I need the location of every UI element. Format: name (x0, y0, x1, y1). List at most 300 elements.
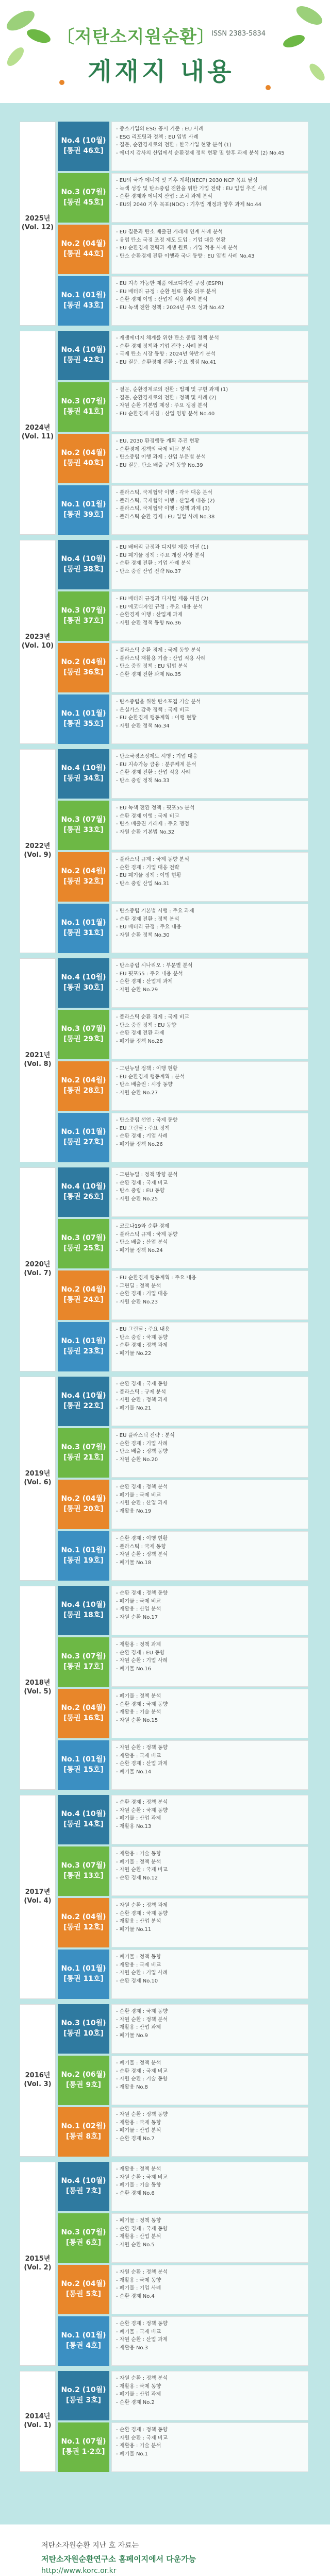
article-item[interactable]: - 재활용 : 산업 과제 (116, 2025, 161, 2030)
issue-label[interactable]: No.2 (04월) [통권 44호] (58, 225, 109, 274)
article-item[interactable]: - 폐기물 정책 No.28 (116, 1038, 163, 1044)
article-item[interactable]: - 자원 순환 : 정책 분석 (116, 2016, 168, 2023)
article-item[interactable]: - 폐기물 No.14 (116, 1769, 152, 1775)
issue-label[interactable]: No.3 (10월) [통권 10호] (58, 2004, 109, 2054)
issue-contents (111, 2056, 308, 2105)
issue-label[interactable]: No.2 (04월) [통권 32호] (58, 852, 109, 902)
article-item[interactable]: - 자원 순환 : 정책 분석 (116, 2376, 168, 2381)
article-item[interactable]: - 탄소중립 이행 과제 : 산업 부문별 분석 (116, 454, 206, 460)
article-item[interactable]: - 폐기물 : 정책 동향 (116, 1954, 161, 1960)
article-item[interactable]: - 순환 경제와 에너지 산업 : 조치 과제 분석 (116, 194, 212, 199)
article-item[interactable]: - 순환 경제 : EU 동향 (116, 1650, 165, 1656)
article-item[interactable]: - 탄소중립 시나리오 : 부문별 분석 (116, 963, 193, 969)
issue-contents (111, 694, 308, 744)
year-label: 2021년 (Vol. 8) (24, 1052, 52, 1068)
issue-contents (111, 1846, 308, 1896)
year-label: 2019년 (Vol. 6) (24, 1470, 52, 1486)
article-item[interactable]: - EU 배터리 규정 : 순환 원료 활용 의무 분석 (116, 289, 217, 295)
article-item[interactable]: - 순환 경제 : 국제 동향 (116, 2009, 168, 2014)
article-item[interactable]: - 플라스틱, 국제협약 이행 : 산업계 대응 (2) (116, 498, 215, 504)
issue-contents (111, 1637, 308, 1687)
article-item[interactable]: - 재활용 : 산업 분석 (116, 1919, 161, 1924)
article-item[interactable]: - 자원 순환 No.23 (116, 1299, 158, 1305)
article-item[interactable]: - 자원 순환 No.27 (116, 1090, 158, 1096)
issue-contents (111, 1010, 308, 1059)
issue-label[interactable]: No.1 (07월) [통권 1·2호] (58, 2422, 109, 2472)
year-label: 2020년 (Vol. 7) (24, 1261, 52, 1277)
issue-contents (111, 2213, 308, 2263)
issue-contents (111, 801, 308, 850)
article-item[interactable]: - 순환 경제 : 기업 사례 (116, 1440, 168, 1447)
article-item[interactable]: - 플라스틱 순환 경제 : 국제 동향 분석 (116, 648, 201, 653)
issue-label[interactable]: No.1 (01월) [통권 11호] (58, 1950, 109, 1999)
article-item[interactable]: - ESG 리포팅과 정책 : EU 입법 사례 (116, 134, 199, 140)
issue-contents (111, 485, 308, 535)
article-item[interactable]: - 폐기물 : 산업 분석 (116, 2128, 161, 2133)
article-item[interactable]: - 폐기물 No.11 (116, 1926, 152, 1933)
article-item[interactable]: - EU 그린딜 : 주요 정책 (116, 1125, 170, 1131)
article-item[interactable]: - 플라스틱 순환 경제 : EU 입법 사례 No.38 (116, 514, 215, 520)
article-item[interactable]: - 순환경제 정책의 국제 비교 분석 (116, 446, 191, 452)
article-item[interactable]: - 코로나19와 순환 경제 (116, 1224, 170, 1229)
issue-contents (111, 1113, 308, 1162)
year-cell (20, 749, 56, 953)
issue-contents (111, 2265, 308, 2314)
issue-label[interactable]: No.3 (07월) [통권 25호] (58, 1219, 109, 1268)
article-item[interactable]: - 자원 순환 : 정책 분석 (116, 1552, 168, 1557)
article-item[interactable]: - 폐기물 : 기술 동향 (116, 2182, 161, 2188)
article-item[interactable]: - 폐기물 No.1 (116, 2451, 148, 2457)
issue-label[interactable]: No.3 (07월) [통권 21호] (58, 1428, 109, 1478)
article-item[interactable]: - 폐기물 No.18 (116, 1560, 152, 1566)
article-item[interactable]: - 플라스틱, 국제협약 이행 : 정책 과제 (3) (116, 506, 210, 512)
issue-contents (111, 1740, 308, 1790)
article-item[interactable]: - 폐기물 : 정책 분석 (116, 1693, 161, 1699)
article-item[interactable]: - EU 그린딜 : 주요 내용 (116, 1327, 170, 1332)
article-item[interactable]: - 자원 순환 No.20 (116, 1456, 158, 1463)
issue-label[interactable]: No.1 (01월) [통권 31호] (58, 904, 109, 953)
article-item[interactable]: - 순환 경제 : 정책 동향 (116, 2427, 168, 2433)
issue-label[interactable]: No.2 (04월) [통권 40호] (58, 434, 109, 483)
article-item[interactable]: - 자원 순환 : 기술 동향 (116, 2076, 168, 2082)
article-item[interactable]: - 탄소 중립 산업 전략 No.37 (116, 568, 182, 574)
article-item[interactable]: - 탄소 순환경제 전환 이행과 국내 동향 : EU 입법 사례 No.43 (116, 253, 255, 259)
issue-label[interactable]: No.4 (10월) [통권 34호] (58, 749, 109, 799)
article-item[interactable]: - 재생에너지 체계를 위한 탄소 중립 정책 분석 (116, 335, 219, 341)
article-item[interactable]: - 유럽 탄소 국경 조정 제도 도입 : 기업 대응 현황 (116, 237, 226, 243)
header (0, 0, 330, 103)
article-item[interactable]: - 순환경제 이행 : 산업계 과제 (116, 612, 183, 618)
year-cell (20, 1377, 56, 1581)
year-cell (20, 540, 56, 744)
article-item[interactable]: - EU 배터리 규정과 디지털 제품 여권 (2) (116, 596, 209, 602)
issue-contents (111, 1586, 308, 1635)
article-item[interactable]: - 순환 경제 No.12 (116, 1875, 158, 1881)
article-item[interactable]: - 재활용 : 국제 동향 (116, 2383, 161, 2389)
article-item[interactable]: - 질문, 순환경제로의 전환 : 정책 및 사례 (2) (116, 395, 217, 401)
article-item[interactable]: - 순환 경제 : 기업 사례 (116, 1133, 168, 1139)
article-item[interactable]: - 순환 경제 : 정책 동향 (116, 2321, 168, 2327)
article-item[interactable]: - 순환 경제 No.4 (116, 2293, 155, 2299)
article-item[interactable]: - 온실가스 감축 정책 : 국제 비교 (116, 707, 189, 713)
article-item[interactable]: - 폐기물 : 정책 분석 (116, 1859, 161, 1865)
issue-table (20, 122, 308, 2502)
article-item[interactable]: - 폐기물 : 정책 분석 (116, 2060, 161, 2066)
issue-contents (111, 173, 308, 223)
footer-intro: 저탄소자원순환 지난 호 자료는 (41, 2541, 139, 2550)
article-item[interactable]: - EU 순환경제 행동계획 : 분석 (116, 1074, 185, 1080)
issue-label[interactable]: No.1 (01월) [통권 43호] (58, 276, 109, 326)
issue-label[interactable]: No.4 (10월) [통권 7호] (58, 2162, 109, 2211)
article-item[interactable]: - 순환 경제 전환 : 산업 적용 사례 (116, 770, 191, 775)
article-item[interactable]: - 순환 경제 No.2 (116, 2399, 155, 2405)
issue-contents (111, 1322, 308, 1371)
issue-label[interactable]: No.4 (10월) [통권 26호] (58, 1167, 109, 1217)
issue-label[interactable]: No.1 (02월) [통권 8호] (58, 2107, 109, 2157)
article-item[interactable]: - 탄소국경조정제도 시행 : 기업 대응 (116, 754, 198, 759)
issue-contents (111, 540, 308, 589)
article-item[interactable]: - 질문, 순환경제로의 전환 : 한국기업 현황 분석 (1) (116, 142, 232, 148)
article-item[interactable]: - 재활용 No.13 (116, 1823, 152, 1829)
issue-contents (111, 1377, 308, 1426)
article-item[interactable]: - EU 순환경제 행동계획 : 주요 내용 (116, 1275, 196, 1281)
article-item[interactable]: - EU 순환경제 지침 : 산업 영향 분석 No.40 (116, 411, 215, 417)
footer-download-link[interactable]: 저탄소자원순환연구소 홈페이지에서 다운가능 (41, 2554, 196, 2564)
article-item[interactable]: - 자원 순환 No.17 (116, 1614, 158, 1620)
article-item[interactable]: - 순환 경제 이행 : 산업계 적용 과제 분석 (116, 297, 208, 302)
article-item[interactable]: - 폐기물 : 국제 비교 (116, 1492, 161, 1498)
issue-label[interactable]: No.4 (10월) [통권 30호] (58, 958, 109, 1008)
article-item[interactable]: - EU 에코디자인 규정 : 주요 내용 분석 (116, 604, 203, 610)
year-label: 2022년 (Vol. 9) (24, 842, 52, 859)
article-item[interactable]: - 폐기물 No.16 (116, 1666, 152, 1672)
article-item[interactable]: - EU 지속가능 금융 : 분류체계 분석 (116, 761, 196, 768)
article-item[interactable]: - EU 폐기물 정책 : 이행 현황 (116, 873, 182, 878)
article-item[interactable]: - 자원 순환 정책 No.30 (116, 932, 170, 938)
article-item[interactable]: - EU 순환경제 전략과 재생 원료 : 기업 적용 사례 분석 (116, 245, 238, 251)
article-item[interactable]: - 순환 경제 : 이행 현황 (116, 1536, 168, 1541)
year-cell (20, 2162, 56, 2366)
article-item[interactable]: - 자원 순환 정책 No.34 (116, 723, 170, 729)
article-item[interactable]: - 플라스틱 규제 : 국제 동향 (116, 1231, 178, 1238)
article-item[interactable]: - 자원 순환 정책 동향 No.36 (116, 620, 182, 626)
article-item[interactable]: - 재활용 : 산업 분석 (116, 2234, 161, 2240)
article-item[interactable]: - 순환 경제 전환 : 기업 사례 분석 (116, 561, 191, 566)
issue-contents (111, 1061, 308, 1111)
issue-label[interactable]: No.4 (10월) [통권 22호] (58, 1377, 109, 1426)
article-item[interactable]: - 중소기업의 ESG 공시 기준 : EU 사례 (116, 126, 204, 132)
year-cell (20, 1795, 56, 1999)
article-item[interactable]: - 재활용 No.19 (116, 1508, 152, 1514)
article-item[interactable]: - 순환 경제 No.6 (116, 2190, 155, 2196)
article-item[interactable]: - 재활용 No.3 (116, 2345, 148, 2351)
year-cell (20, 1586, 56, 1790)
article-item[interactable]: - 탄소 중립 : EU 동향 (116, 1188, 165, 1194)
issue-label[interactable]: No.3 (07월) [통권 33호] (58, 801, 109, 850)
article-item[interactable]: - 국제 탄소 시장 동향 : 2024년 하반기 분석 (116, 351, 216, 357)
article-item[interactable]: - 폐기물 : 산업 과제 (116, 1816, 161, 1821)
year-cell (20, 2004, 56, 2157)
year-cell (20, 958, 56, 1162)
article-item[interactable]: - 자원 순환 : 정책 분석 (116, 2269, 168, 2275)
issue-contents (111, 2107, 308, 2157)
article-item[interactable]: - 재활용 : 기술 동향 (116, 1851, 161, 1857)
article-item[interactable]: - EU, 2030 환경행동 계획 추진 현황 (116, 438, 200, 444)
article-item[interactable]: - 순환 경제 : 기업 대응 (116, 1291, 168, 1297)
article-item[interactable]: - 탄소 중립 정책 : EU 입법 분석 (116, 664, 188, 669)
article-item[interactable]: - 플라스틱 : 국제 동향 (116, 1544, 166, 1550)
issue-label[interactable]: No.2 (04월) [통권 36호] (58, 643, 109, 692)
article-item[interactable]: - 자원 순환 : 국제 동향 (116, 1807, 168, 1814)
article-item[interactable]: - 재활용 : 산업 분석 (116, 1606, 161, 1612)
issue-label[interactable]: No.3 (07월) [통권 37호] (58, 591, 109, 641)
article-item[interactable]: - EU의 2040 기후 목표(NDC) : 기후법 개정과 향후 과제 No.44 (116, 201, 262, 208)
article-item[interactable]: - 탄소중립을 위한 탄소포집 기술 분석 (116, 699, 201, 705)
article-item[interactable]: - 순환 경제 : 국제 동향 (116, 1910, 168, 1917)
issue-label[interactable]: No.4 (10월) [통권 14호] (58, 1795, 109, 1844)
article-item[interactable]: - 순환 경제 전환 과제 No.35 (116, 671, 182, 677)
article-item[interactable]: - 순환 경제 정책과 기업 전략 : 사례 분석 (116, 343, 208, 349)
article-item[interactable]: - 순환 경제 전환 : 정책 분석 (116, 916, 179, 922)
article-item[interactable]: - 자원 순환 : 국제 비교 (116, 1867, 168, 1873)
year-cell (20, 122, 56, 326)
article-item[interactable]: - 재활용 : 국제 비교 (116, 1962, 161, 1968)
article-item[interactable]: - 재활용 : 기술 분석 (116, 1709, 161, 1715)
article-item[interactable]: - 자원 순환 : 정책 과제 (116, 1397, 168, 1403)
issue-contents (111, 852, 308, 902)
issue-contents (111, 1480, 308, 1529)
issue-contents (111, 2422, 308, 2472)
issue-label[interactable]: No.2 (04월) [통권 28호] (58, 1061, 109, 1111)
year-cell (20, 331, 56, 535)
article-item[interactable]: - 자원 순환 : 정책 동향 (116, 1745, 168, 1751)
issue-contents (111, 331, 308, 380)
article-item[interactable]: - 재활용 : 국제 비교 (116, 1753, 161, 1759)
article-item[interactable]: - 폐기물 No.22 (116, 1350, 152, 1357)
year-label: 2023년 (Vol. 10) (21, 633, 54, 650)
article-item[interactable]: - 탄소 배출권 거래제 : 주요 쟁점 (116, 821, 189, 827)
article-item[interactable]: - 순환 경제 : 정책 동향 (116, 1590, 168, 1596)
article-item[interactable]: - 자원 순환 : 정책 동향 (116, 2112, 168, 2117)
article-item[interactable]: - 순환 경제 : 산업계 과제 (116, 979, 173, 985)
article-item[interactable]: - EU 배터리 규정과 디지털 제품 여권 (1) (116, 545, 209, 550)
issue-contents (111, 1428, 308, 1478)
article-item[interactable]: - 재활용 : 국제 동향 (116, 2120, 161, 2126)
issue-label[interactable]: No.3 (07월) [통권 45호] (58, 173, 109, 223)
issue-label[interactable]: No.2 (06월) [통권 9호] (58, 2056, 109, 2105)
article-item[interactable]: - 순환 경제 전환 과제 (116, 1030, 164, 1036)
article-item[interactable]: - 순환 경제 : 국제 동향 (116, 1701, 168, 1707)
article-item[interactable]: - 그린뉴딜 정책 : 이행 현황 (116, 1066, 178, 1072)
article-item[interactable]: - 탄소 중립 정책 : EU 동향 (116, 1022, 176, 1028)
issue-label[interactable]: No.2 (04월) [통권 16호] (58, 1689, 109, 1738)
year-label: 2015년 (Vol. 2) (24, 2255, 52, 2272)
article-item[interactable]: - 플라스틱, 국제협약 이행 : 각국 대응 분석 (116, 490, 212, 496)
article-item[interactable]: - 순환 경제 : 정책 과제 (116, 1343, 168, 1348)
issue-contents (111, 2371, 308, 2420)
issue-label[interactable]: No.4 (10월) [통권 42호] (58, 331, 109, 380)
year-label: 2025년 (Vol. 12) (21, 215, 54, 231)
issue-contents (111, 904, 308, 953)
issue-contents (111, 1689, 308, 1738)
issue-contents (111, 1531, 308, 1581)
article-item[interactable]: - 탄소 배출 : 산업 분석 (116, 1240, 168, 1245)
article-item[interactable]: - EU의 국가 에너지 및 기후 계획(NECP) 2030 NCP 목표 달성 (116, 178, 258, 183)
article-item[interactable]: - 자원 순환 : 정책 과제 (116, 1903, 168, 1908)
year-label: 2016년 (Vol. 3) (24, 2072, 52, 2088)
article-item[interactable]: - EU 녹색 전환 정책 : 핏포55 분석 (116, 805, 195, 811)
article-item[interactable]: - 자원 순환 : 국제 비교 (116, 2435, 168, 2441)
year-label: 2014년 (Vol. 1) (24, 2413, 52, 2429)
issue-label[interactable]: No.4 (10월) [통권 18호] (58, 1586, 109, 1635)
issue-contents (111, 958, 308, 1008)
issue-contents (111, 1167, 308, 1217)
article-item[interactable]: - 그린뉴딜 : 정책 방향 분석 (116, 1172, 178, 1178)
issue-contents (111, 591, 308, 641)
article-item[interactable]: - EU 녹색 전환 정책 : 2024년 주요 성과 No.42 (116, 304, 225, 311)
article-item[interactable]: - EU 순환경제 행동계획 : 이행 현황 (116, 715, 196, 721)
issue-contents (111, 1795, 308, 1844)
issue-label[interactable]: No.2 (04월) [통권 24호] (58, 1270, 109, 1320)
issue-label[interactable]: No.3 (07월) [통권 6호] (58, 2213, 109, 2263)
article-item[interactable]: - 탄소 배출 : 정책 동향 (116, 1449, 168, 1454)
article-item[interactable]: - 자원 순환 No.29 (116, 987, 158, 993)
article-item[interactable]: - 재활용 : 정책 분석 (116, 2166, 161, 2172)
article-item[interactable]: - 자원 순환 : 산업 과제 (116, 2337, 168, 2343)
article-item[interactable]: - 폐기물 정책 No.24 (116, 1247, 163, 1253)
article-item[interactable]: - EU 폐기물 정책 : 주요 개정 사항 분석 (116, 552, 205, 558)
issue-label[interactable]: No.1 (01월) [통권 23호] (58, 1322, 109, 1371)
article-item[interactable]: - EU 지속 가능한 제품 에코디자인 규정 (ESPR) (116, 281, 224, 286)
article-item[interactable]: - 순환 경제 이행 : 국제 비교 (116, 813, 179, 819)
issue-contents (111, 276, 308, 326)
issue-label[interactable]: No.3 (07월) [통권 29호] (58, 1010, 109, 1059)
article-item[interactable]: - 플라스틱 순환 경제 : 국제 비교 (116, 1014, 189, 1020)
article-item[interactable]: - 순환 경제 : 정책 분석 (116, 1800, 168, 1805)
article-item[interactable]: - 순환 경제 : 국제 비교 (116, 1180, 168, 1186)
article-item[interactable]: - 폐기물 No.21 (116, 1405, 152, 1411)
article-item[interactable]: - 순환 경제 No.10 (116, 1978, 158, 1984)
year-label: 2017년 (Vol. 4) (24, 1888, 52, 1905)
article-item[interactable]: - 탄소 배출권 : 시장 동향 (116, 1082, 173, 1088)
article-item[interactable]: - 플라스틱 : 규제 분석 (116, 1389, 166, 1395)
article-item[interactable]: - 플라스틱 재활용 기술 : 산업 적용 사례 (116, 655, 206, 662)
article-item[interactable]: - 탄소 중립 산업 No.31 (116, 880, 170, 887)
article-item[interactable]: - 질문, 순환경제로의 전환 : 법제 및 구현 과제 (1) (116, 387, 228, 393)
issue-contents (111, 434, 308, 483)
issue-label[interactable]: No.2 (04월) [통권 5호] (58, 2265, 109, 2314)
issue-label[interactable]: No.1 (01월) [통권 39호] (58, 485, 109, 535)
article-item[interactable]: - EU 핏포55 : 주요 내용 분석 (116, 971, 183, 977)
article-item[interactable]: - 자원 순환 : 기업 사례 (116, 1970, 168, 1976)
article-item[interactable]: - 순환 경제 : 국제 비교 (116, 2068, 168, 2074)
article-item[interactable]: - 폐기물 : 정책 동향 (116, 2218, 161, 2224)
page-title: 게재지 내용 (88, 57, 235, 86)
article-item[interactable]: - 자원 순환 No.25 (116, 1196, 158, 1202)
issue-contents (111, 2162, 308, 2211)
year-cell (20, 1167, 56, 1371)
issue-label[interactable]: No.2 (04월) [통권 20호] (58, 1480, 109, 1529)
issue-contents (111, 1219, 308, 1268)
issue-contents (111, 2316, 308, 2366)
issue-contents (111, 225, 308, 274)
article-item[interactable]: - 탄소 중립 : 국제 동향 (116, 1334, 168, 1341)
issue-label[interactable]: No.2 (04월) [통권 12호] (58, 1898, 109, 1947)
article-item[interactable]: - 재활용 : 국제 동향 (116, 2277, 161, 2283)
article-item[interactable]: - 폐기물 : 산업 과제 (116, 2392, 161, 2397)
issue-label[interactable]: No.3 (07월) [통권 17호] (58, 1637, 109, 1687)
article-item[interactable]: - 에너지 감사의 산업에서 순환경제 정책 현황 및 향후 과제 분석 (2) No.45 (116, 150, 285, 156)
issue-label[interactable]: No.1 (01월) [통권 35호] (58, 694, 109, 744)
article-item[interactable]: - 폐기물 정책 No.26 (116, 1141, 163, 1147)
issue-label[interactable]: No.1 (01월) [통권 15호] (58, 1740, 109, 1790)
article-item[interactable]: - 자원 순환 기본법 No.32 (116, 829, 175, 835)
article-item[interactable]: - 순환 경제 : 기업 대응 전략 (116, 865, 179, 871)
issue-contents (111, 122, 308, 171)
issue-label[interactable]: No.4 (10월) [통권 38호] (58, 540, 109, 589)
issn-label: ISSN 2383-5834 (211, 30, 266, 38)
article-item[interactable]: - EU 배터리 규정 : 주요 내용 (116, 924, 182, 930)
year-label: 2024년 (Vol. 11) (21, 424, 54, 440)
issue-label[interactable]: No.1 (01월) [통권 19호] (58, 1531, 109, 1581)
article-item[interactable]: - EU 질문과 탄소 배출권 거래제 연계 사례 분석 (116, 229, 223, 235)
article-item[interactable]: - EU 질문, 탄소 배출 규제 동향 No.39 (116, 462, 203, 468)
article-item[interactable]: - 재활용 No.8 (116, 2084, 148, 2090)
year-cell (20, 2371, 56, 2472)
article-item[interactable]: - 자원 순환 : 국제 비교 (116, 2174, 168, 2180)
issue-label[interactable]: No.1 (01월) [통권 27호] (58, 1113, 109, 1162)
article-item[interactable]: - 자원 순환 No.15 (116, 1717, 158, 1723)
article-item[interactable]: - 탄소중립 선언 : 국제 동향 (116, 1117, 178, 1123)
issue-contents (111, 749, 308, 799)
article-item[interactable]: - 폐기물 : 국제 비교 (116, 2329, 161, 2335)
article-item[interactable]: - 순환 경제 : 산업 과제 (116, 1761, 168, 1767)
article-item[interactable]: - 순환 경제 No.7 (116, 2136, 155, 2142)
article-item[interactable]: - 순환 경제 : 정책 분석 (116, 1484, 168, 1490)
article-item[interactable]: - EU 질문, 순환경제 전환 : 주요 쟁점 No.41 (116, 359, 217, 365)
issue-label[interactable]: No.3 (07월) [통권 13호] (58, 1846, 109, 1896)
issue-label[interactable]: No.3 (07월) [통권 41호] (58, 382, 109, 432)
issue-contents (111, 382, 308, 432)
issue-contents (111, 1950, 308, 1999)
article-item[interactable]: - EU 플라스틱 전략 : 분석 (116, 1433, 175, 1438)
year-label: 2018년 (Vol. 5) (24, 1679, 52, 1696)
footer-url[interactable]: http://www.korc.or.kr (41, 2567, 117, 2575)
article-item[interactable]: - 자원 순환 : 기업 사례 (116, 1658, 168, 1664)
issue-label[interactable]: No.4 (10월) [통권 46호] (58, 122, 109, 171)
brand-title: 〔저탄소지원순환〕 (57, 27, 215, 47)
article-item[interactable]: - 탄소 중립 정책 No.33 (116, 777, 170, 784)
article-item[interactable]: - 탄소중립 기본법 시행 : 주요 과제 (116, 908, 194, 914)
article-item[interactable]: - 녹색 성장 및 탄소중립 전환을 위한 기업 전략 : EU 입법 추진 사례 (116, 185, 268, 192)
article-item[interactable]: - 폐기물 : 기업 사례 (116, 2285, 161, 2291)
article-item[interactable]: - 자원 순환 No.5 (116, 2242, 155, 2248)
article-item[interactable]: - 재활용 : 정책 과제 (116, 1642, 161, 1648)
issue-label[interactable]: No.2 (10월) [통권 3호] (58, 2371, 109, 2420)
issue-contents (111, 2004, 308, 2054)
article-item[interactable]: - 자원 순환 : 산업 과제 (116, 1500, 168, 1506)
article-item[interactable]: - 폐기물 No.9 (116, 2032, 148, 2039)
footer (0, 2524, 330, 2576)
article-item[interactable]: - 그린딜 : 정책 분석 (116, 1283, 161, 1289)
article-item[interactable]: - 재활용 : 기술 분석 (116, 2443, 161, 2449)
issue-label[interactable]: No.1 (01월) [통권 4호] (58, 2316, 109, 2366)
article-item[interactable]: - 폐기물 : 국제 비교 (116, 1598, 161, 1604)
article-item[interactable]: - 자원 순환 기본법 제정 : 주요 쟁점 분석 (116, 403, 208, 409)
article-item[interactable]: - 순환 경제 : 국제 동향 (116, 2226, 168, 2232)
article-item[interactable]: - 플라스틱 규제 : 국제 동향 분석 (116, 857, 189, 862)
article-item[interactable]: - 순환 경제 : 국제 동향 (116, 1381, 168, 1387)
